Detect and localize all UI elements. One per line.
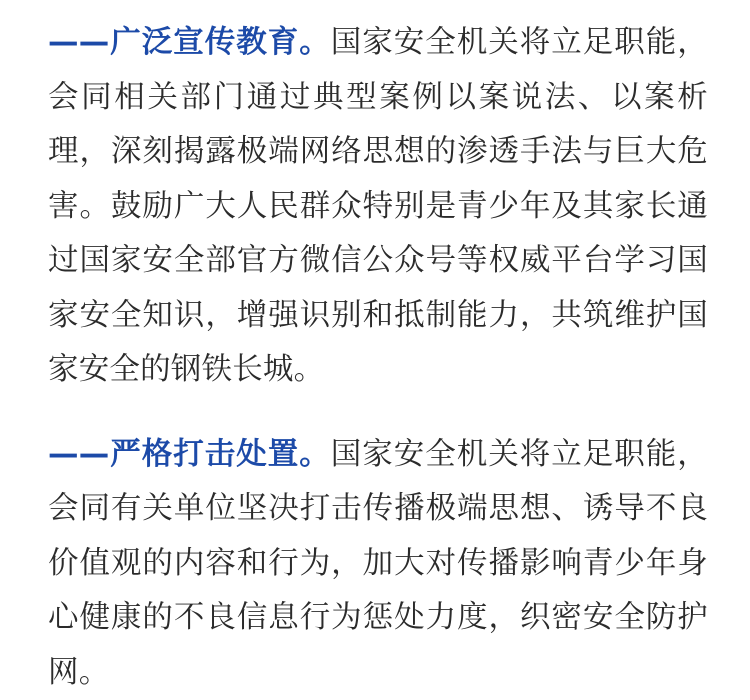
paragraph-publicity-education: [48, 16, 708, 398]
paragraph-heading: 严格打击处置。: [109, 437, 330, 472]
paragraph-crackdown: [48, 428, 708, 700]
em-dash: ——: [48, 25, 109, 60]
paragraph-text: 国家安全机关将立足职能，会同相关部门通过典型案例以案说法、以案析理，深刻揭露极端网络思想的渗透手法与巨大危害。鼓励广大人民群众特别是青少年及其家长通过国家安全部官方微信公众号等权威平台学习国家安全知识，增强识别和抵制能力，共筑维护国家安全的钢铁长城。: [48, 25, 708, 387]
em-dash: ——: [48, 437, 109, 472]
paragraph-heading: 广泛宣传教育。: [109, 25, 330, 60]
paragraph-text: 国家安全机关将立足职能，会同有关单位坚决打击传播极端思想、诱导不良价值观的内容和行为，加大对传播影响青少年身心健康的不良信息行为惩处力度，织密安全防护网。: [48, 437, 708, 690]
article-body: [48, 16, 708, 700]
